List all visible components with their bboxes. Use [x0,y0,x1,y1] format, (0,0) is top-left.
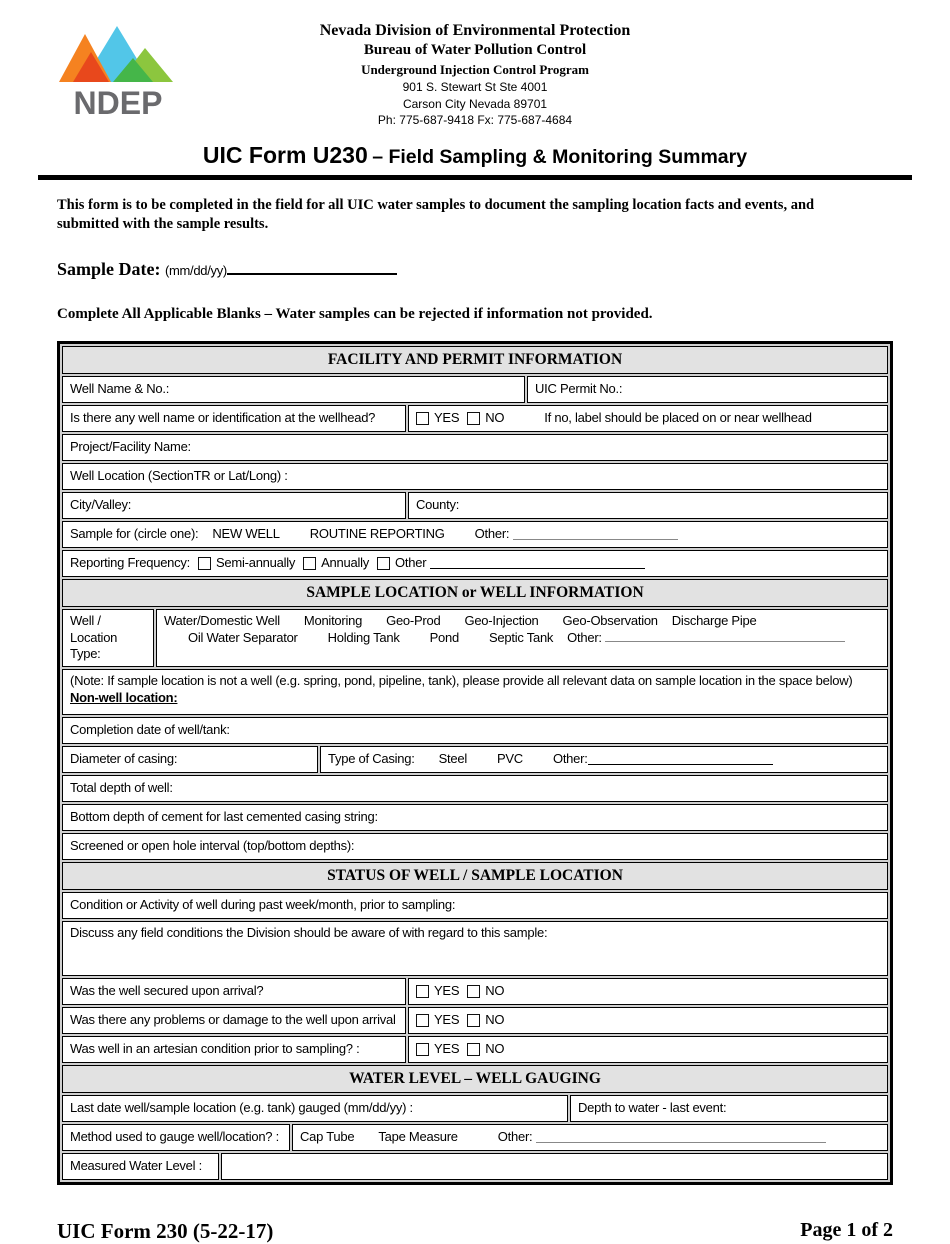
wellhead-question-label: Is there any well name or identification at the wellhead? [70,409,376,425]
method-option-tape-measure: Tape Measure [378,1129,458,1145]
row-well-name [62,376,888,403]
wellhead-no-label: NO [485,409,505,425]
sample-date-field[interactable] [227,261,397,275]
sample-for-label: Sample for (circle one): [70,525,199,541]
page-number: Page 1 of 2 [800,1219,893,1242]
well-type-label-line1: Well / Location [70,612,118,645]
screened-interval-field[interactable] [62,833,888,860]
freq-other-checkbox[interactable] [377,557,390,570]
secured-yes-checkbox[interactable] [416,985,429,998]
well-name-field[interactable] [62,376,525,403]
wellhead-yes-label: YES [434,409,460,425]
org-address-street: 901 S. Stewart St Ste 4001 [402,80,548,94]
wellhead-no-checkbox[interactable] [467,412,480,425]
artesian-yes-checkbox[interactable] [416,1043,429,1056]
form-instructions: This form is to be completed in the field for all UIC water samples to document the sampling location facts and events, and submitted with the sample results. [57,196,815,233]
depth-last-event-field[interactable] [570,1095,888,1122]
form-title-sub: – Field Sampling & Monitoring Summary [372,145,748,168]
depth-last-event-label: Depth to water - last event: [578,1100,727,1116]
artesian-question-label: Was well in an artesian condition prior to sampling? : [70,1041,360,1057]
row-gauge-method [62,1124,888,1151]
problems-no-checkbox[interactable] [467,1014,480,1027]
artesian-answer-cell [408,1036,888,1063]
freq-semiannual-checkbox[interactable] [198,557,211,570]
last-gauged-field[interactable] [62,1095,568,1122]
secured-question-label: Was the well secured upon arrival? [70,983,264,999]
row-well-location [62,463,888,490]
problems-question-label: Was there any problems or damage to the well upon arrival [70,1012,396,1028]
measured-level-label: Measured Water Level : [70,1158,203,1174]
well-name-label: Well Name & No.: [70,380,170,396]
discuss-label: Discuss any field conditions the Division should be aware of with regard to this sample: [70,925,548,941]
problems-question-cell [62,1007,406,1034]
total-depth-field[interactable] [62,775,888,802]
casing-option-steel: Steel [438,751,467,767]
type-option-geo-injection: Geo-Injection [464,612,539,628]
type-option-holding-tank: Holding Tank [327,629,400,645]
org-address-city: Carson City Nevada 89701 [402,96,548,111]
casing-other-field[interactable] [588,754,773,765]
wellhead-question-cell [62,405,406,432]
casing-diameter-field[interactable] [62,746,318,773]
row-problems [62,1007,888,1034]
secured-answer-cell [408,978,888,1005]
uic-permit-field[interactable] [527,376,888,403]
freq-other-field[interactable] [430,558,645,569]
wellhead-yes-checkbox[interactable] [416,412,429,425]
row-well-type [62,609,888,668]
page-footer [57,1219,893,1244]
problems-yes-label: YES [434,1012,460,1028]
type-option-septic-tank: Septic Tank [488,629,554,645]
problems-answer-cell [408,1007,888,1034]
artesian-question-cell [62,1036,406,1063]
type-option-monitoring: Monitoring [303,612,363,628]
condition-field[interactable] [62,892,888,919]
cement-depth-label: Bottom depth of cement for last cemented casing string: [70,809,378,825]
casing-diameter-label: Diameter of casing: [70,751,178,767]
method-option-cap-tube: Cap Tube [300,1129,355,1145]
form-table [57,341,893,1186]
row-wellhead-id [62,405,888,432]
wellhead-answer-cell [408,405,888,432]
row-city-county [62,492,888,519]
row-artesian [62,1036,888,1063]
project-name-field[interactable] [62,434,888,461]
row-project-name [62,434,888,461]
county-field[interactable] [408,492,888,519]
non-well-note-cell[interactable] [62,669,888,715]
county-label: County: [416,496,460,512]
row-measured-level [62,1153,888,1180]
well-type-label-line2: Type: [70,646,101,662]
well-type-label-cell [62,609,154,668]
org-bureau: Bureau of Water Pollution Control [363,42,587,58]
problems-yes-checkbox[interactable] [416,1014,429,1027]
row-cement-depth [62,804,888,831]
type-option-discharge-pipe: Discharge Pipe [671,612,757,628]
reporting-frequency-cell [62,550,888,577]
method-other-field[interactable] [536,1132,826,1143]
type-other-field[interactable] [605,631,845,642]
total-depth-label: Total depth of well: [70,780,173,796]
org-program: Underground Injection Control Program [361,62,589,77]
type-option-water-domestic: Water/Domestic Well [164,612,280,628]
completion-date-field[interactable] [62,717,888,744]
row-screened-interval [62,833,888,860]
well-location-label: Well Location (SectionTR or Lat/Long) : [70,467,288,483]
section-header-facility: FACILITY AND PERMIT INFORMATION [62,346,888,374]
sample-date-format: (mm/dd/yy) [164,262,227,278]
method-other-label: Other: [497,1129,533,1145]
artesian-no-checkbox[interactable] [467,1043,480,1056]
uic-permit-label: UIC Permit No.: [535,380,623,396]
row-sample-for [62,521,888,548]
section-header-sample-location: SAMPLE LOCATION or WELL INFORMATION [62,579,888,607]
secured-no-label: NO [485,983,505,999]
city-valley-label: City/Valley: [70,496,132,512]
sample-for-option-routine: ROUTINE REPORTING [309,525,445,541]
sample-date-label: Sample Date: [57,258,161,279]
discuss-field[interactable] [62,921,888,976]
problems-no-label: NO [485,1012,505,1028]
cement-depth-field[interactable] [62,804,888,831]
ndep-logo-text: NDEP [73,85,163,121]
sample-for-other-field[interactable] [513,529,678,540]
gauge-method-label: Method used to gauge well/location? : [70,1129,280,1145]
last-gauged-label: Last date well/sample location (e.g. tank) gauged (mm/dd/yy) : [70,1100,413,1116]
complete-blanks-note: Complete All Applicable Blanks – Water samples can be rejected if information not provided. [57,305,653,322]
section-header-status: STATUS OF WELL / SAMPLE LOCATION [62,862,888,890]
form-title [0,142,950,169]
type-option-oil-water-separator: Oil Water Separator [188,629,298,645]
non-well-note-text: (Note: If sample location is not a well (e.g. spring, pond, pipeline, tank), please provide all relevant data on sample location in the space below) [70,673,853,689]
condition-label: Condition or Activity of well during past week/month, prior to sampling: [70,897,456,913]
org-phone-fax: Ph: 775-687-9418 Fx: 775-687-4684 [377,113,573,127]
row-secured [62,978,888,1005]
type-other-label: Other: [567,629,602,645]
well-type-options-cell [156,609,888,668]
measured-level-label-cell [62,1153,219,1180]
sample-date-row [57,259,893,280]
measured-level-field[interactable] [221,1153,888,1180]
reporting-frequency-label: Reporting Frequency: [70,554,191,570]
freq-annual-checkbox[interactable] [303,557,316,570]
page-header [0,0,950,180]
row-non-well-note [62,669,888,715]
freq-other-label: Other [395,554,427,570]
secured-yes-label: YES [434,983,460,999]
type-option-geo-observation: Geo-Observation [562,612,658,628]
sample-for-cell [62,521,888,548]
artesian-yes-label: YES [434,1041,460,1057]
well-location-field[interactable] [62,463,888,490]
project-name-label: Project/Facility Name: [70,438,191,454]
type-option-geo-prod: Geo-Prod [386,612,441,628]
casing-other-label: Other: [552,751,588,767]
row-completion-date [62,717,888,744]
secured-question-cell [62,978,406,1005]
row-discuss [62,921,888,976]
form-title-main: UIC Form U230 [202,141,368,168]
secured-no-checkbox[interactable] [467,985,480,998]
row-condition [62,892,888,919]
row-total-depth [62,775,888,802]
casing-option-pvc: PVC [496,751,523,767]
artesian-no-label: NO [485,1041,505,1057]
row-casing [62,746,888,773]
freq-semiannual-label: Semi-annually [216,554,296,570]
header-divider [38,175,912,180]
sample-for-other-label: Other: [474,525,510,541]
row-last-gauged [62,1095,888,1122]
non-well-location-label: Non-well location: [70,690,178,706]
freq-annual-label: Annually [321,554,370,570]
casing-type-cell [320,746,888,773]
org-name: Nevada Division of Environmental Protection [319,22,631,39]
city-valley-field[interactable] [62,492,406,519]
section-header-water-level: WATER LEVEL – WELL GAUGING [62,1065,888,1093]
ndep-logo-icon [57,22,179,121]
completion-date-label: Completion date of well/tank: [70,722,230,738]
wellhead-note: If no, label should be placed on or near wellhead [544,409,812,425]
casing-type-label: Type of Casing: [328,751,415,767]
row-reporting-frequency [62,550,888,577]
form-version: UIC Form 230 (5-22-17) [57,1219,274,1244]
type-option-pond: Pond [429,629,459,645]
gauge-method-question-cell [62,1124,290,1151]
screened-interval-label: Screened or open hole interval (top/bottom depths): [70,838,355,854]
gauge-method-options-cell [292,1124,888,1151]
sample-for-option-new-well: NEW WELL [212,525,280,541]
